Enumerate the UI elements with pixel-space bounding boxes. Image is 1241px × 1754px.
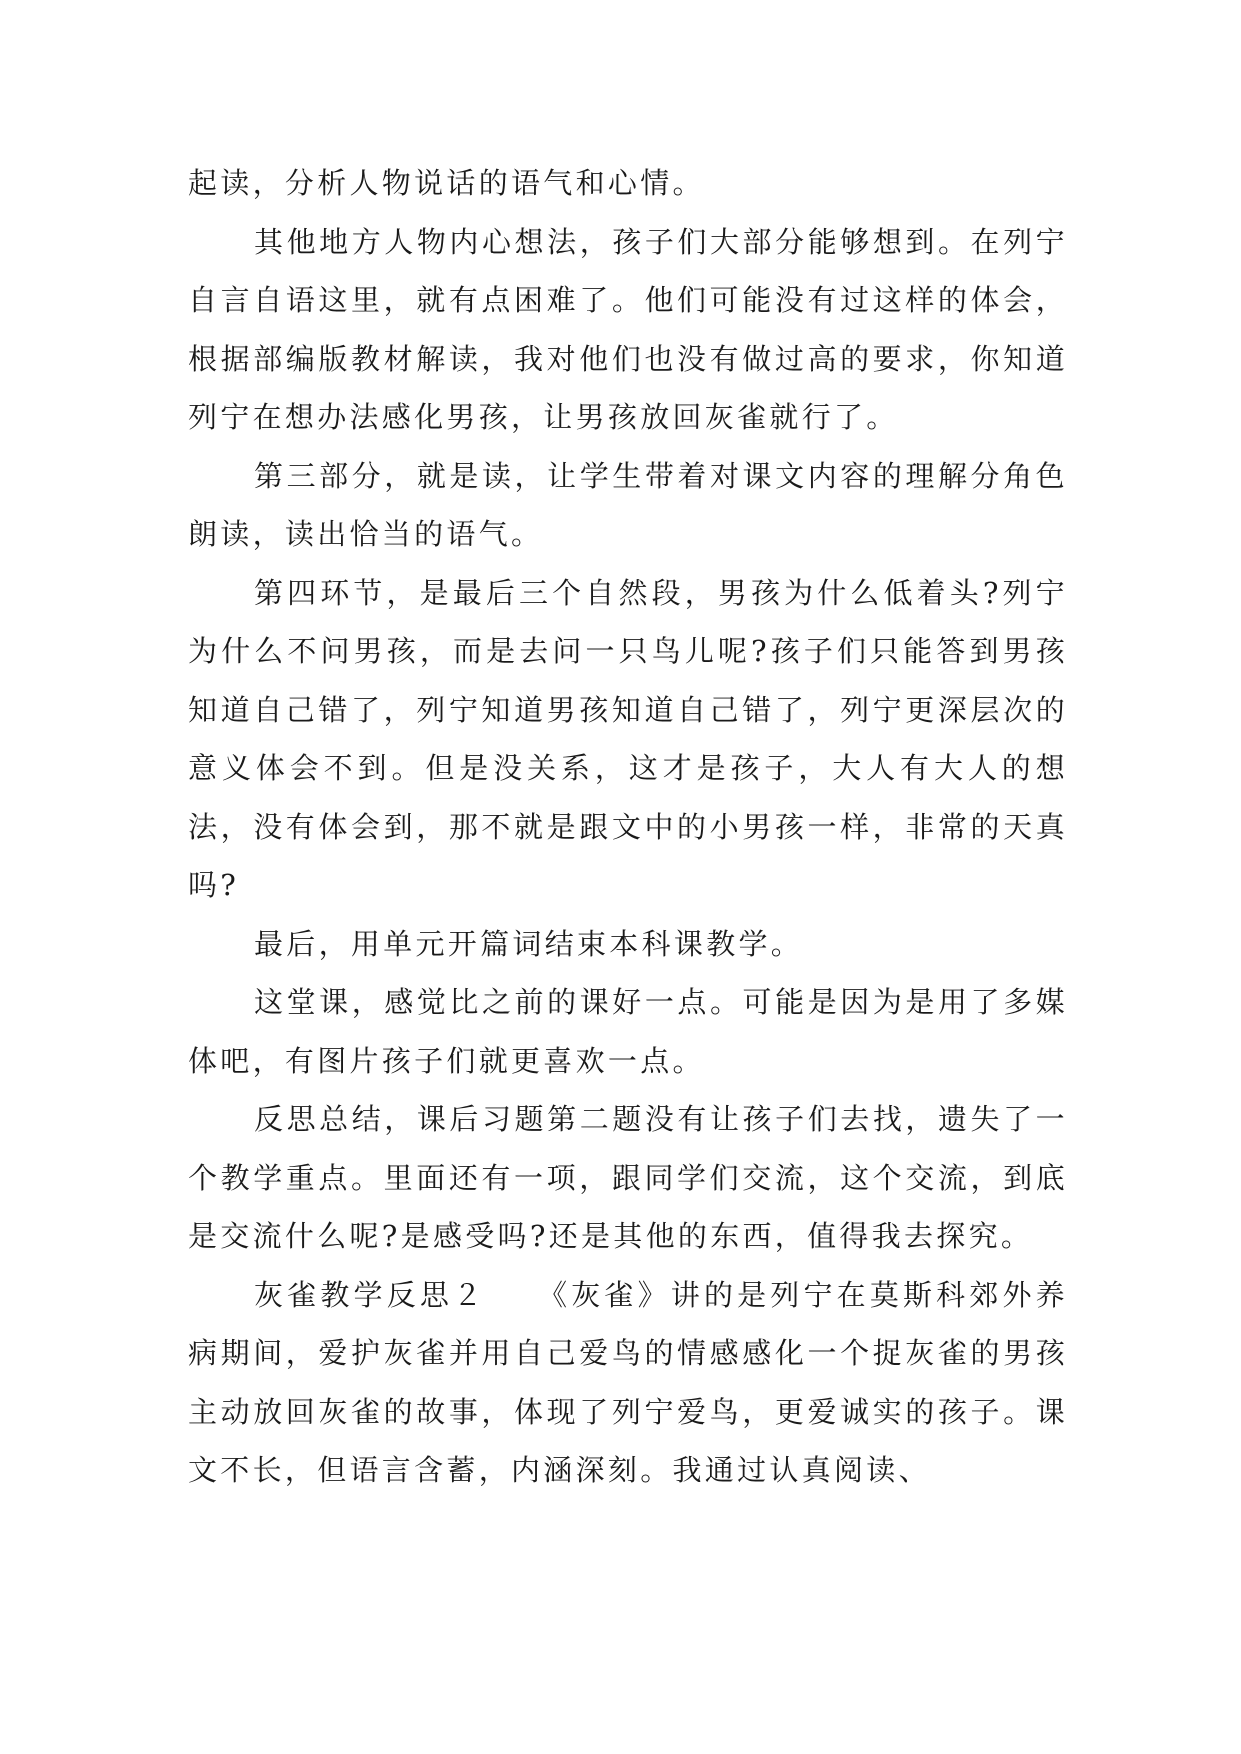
paragraph-continuation: 起读，分析人物说话的语气和心情。	[188, 166, 705, 200]
paragraph: 灰雀教学反思２ 《灰雀》讲的是列宁在莫斯科郊外养病期间，爱护灰雀并用自己爱鸟的情感感化一个捉灰雀的男孩主动放回灰雀的故事，体现了列宁爱鸟，更爱诚实的孩子。课文不长，但语言含蓄，内涵深刻。我通过认真阅读、	[188, 1277, 1068, 1487]
paragraph: 第四环节，是最后三个自然段，男孩为什么低着头?列宁为什么不问男孩，而是去问一只鸟儿呢?孩子们只能答到男孩知道自己错了，列宁知道男孩知道自己错了，列宁更深层次的意义体会不到。但是没关系，这才是孩子，大人有大人的想法，没有体会到，那不就是跟文中的小男孩一样，非常的天真吗?	[188, 575, 1068, 902]
paragraph: 这堂课，感觉比之前的课好一点。可能是因为是用了多媒体吧，有图片孩子们就更喜欢一点。	[188, 985, 1068, 1078]
paragraph: 最后，用单元开篇词结束本科课教学。	[254, 926, 804, 961]
paragraph: 反思总结，课后习题第二题没有让孩子们去找，遗失了一个教学重点。里面还有一项，跟同学们交流，这个交流，到底是交流什么呢?是感受吗?还是其他的东西，值得我去探究。	[188, 1102, 1068, 1253]
paragraph: 其他地方人物内心想法，孩子们大部分能够想到。在列宁自言自语这里，就有点困难了。他们可能没有过这样的体会，根据部编版教材解读，我对他们也没有做过高的要求，你知道列宁在想办法感化男孩，让男孩放回灰雀就行了。	[188, 224, 1068, 434]
document-body	[188, 154, 1068, 1500]
paragraph: 第三部分，就是读，让学生带着对课文内容的理解分角色朗读，读出恰当的语气。	[188, 458, 1068, 551]
